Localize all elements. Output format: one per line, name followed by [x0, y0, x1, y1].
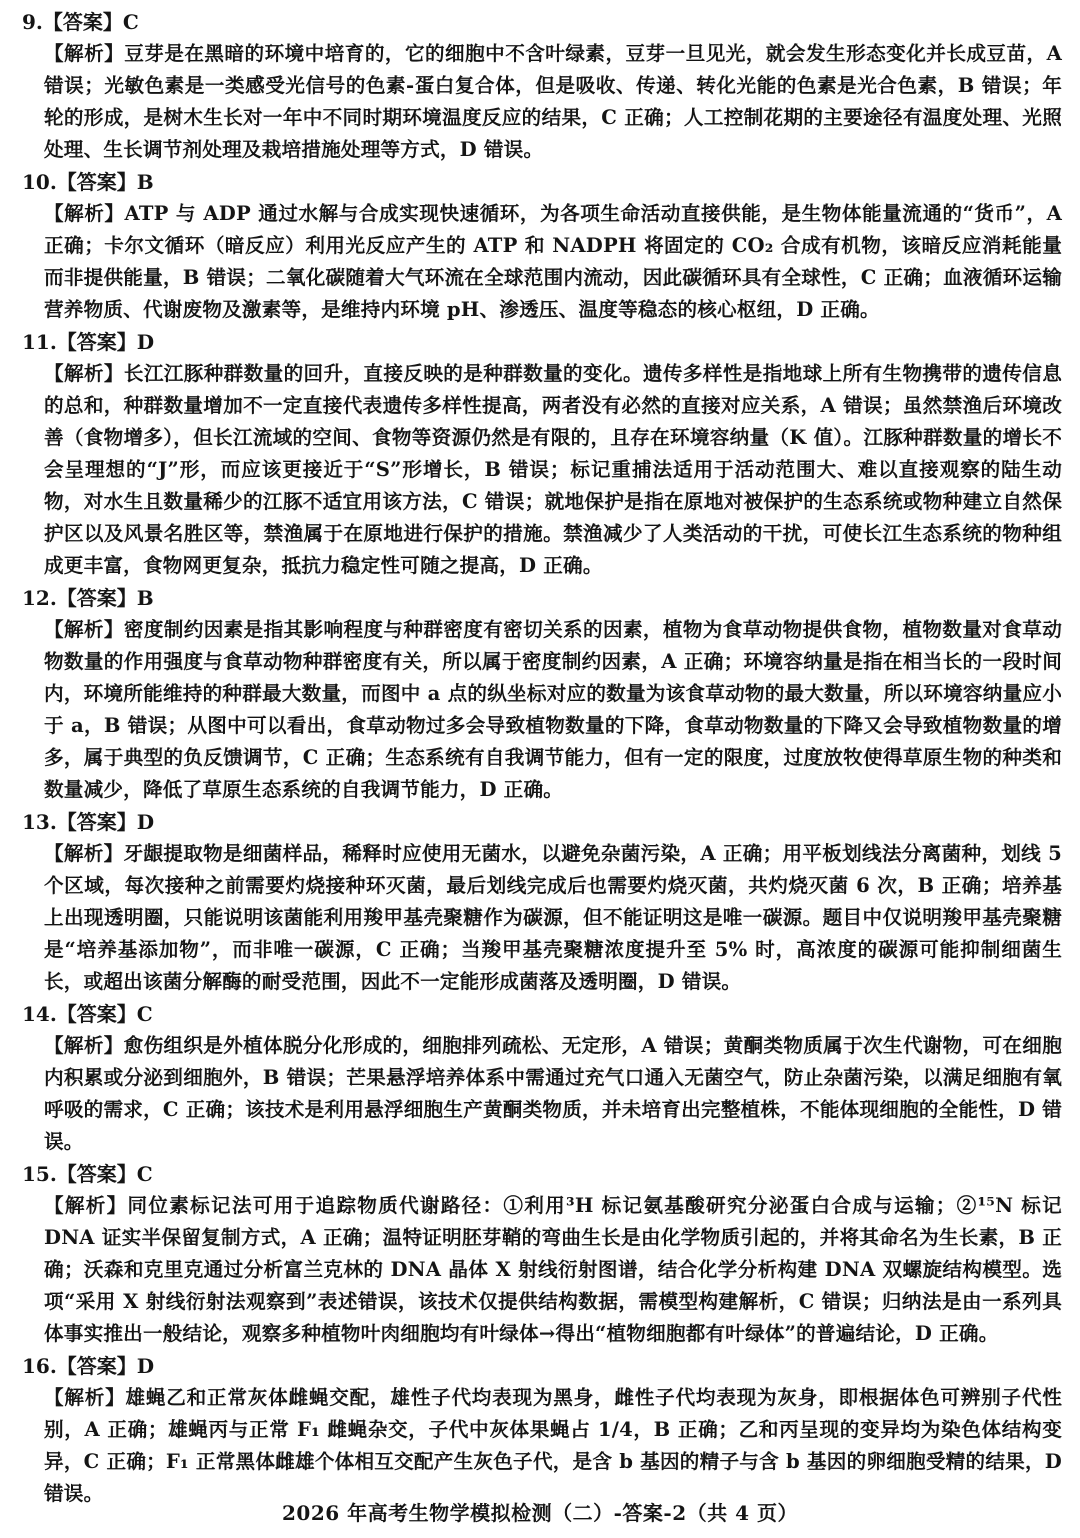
analysis-tag: 【解析】: [44, 1386, 126, 1409]
answer-value: C: [136, 1002, 153, 1026]
analysis-tag: 【解析】: [44, 618, 124, 641]
analysis-tag: 【解析】: [44, 42, 125, 65]
answer-line: [22, 806, 1062, 838]
analysis-text: ATP 与 ADP 通过水解与合成实现快速循环，为各项生命活动直接供能，是生物体能量流通的“货币”，A 正确；卡尔文循环（暗反应）利用光反应产生的 ATP 和 NADPH 将固定的 CO₂ 合成有机物，该暗反应消耗能量而非提供能量，B 错误；二氧化碳随着大气环流在全球范围内流动，因此碳循环具有全球性，C 正确；血液循环运输营养物质、代谢废物及激素等，是维持内环境 pH、渗透压、温度等稳态的核心枢纽，D 正确。: [44, 202, 1062, 321]
question-number: 9.: [22, 10, 43, 34]
analysis-text: 牙龈提取物是细菌样品，稀释时应使用无菌水，以避免杂菌污染，A 正确；用平板划线法分离菌种，划线 5 个区域，每次接种之前需要灼烧接种环灭菌，最后划线完成后也需要灼烧灭菌，共灼烧灭菌 6 次，B 正确；培养基上出现透明圈，只能说明该菌能利用羧甲基壳聚糖作为碳源，但不能证明这是唯一碳源。题目中仅说明羧甲基壳聚糖是“培养基添加物”，而非唯一碳源，C 正确；当羧甲基壳聚糖浓度提升至 5% 时，高浓度的碳源可能抑制细菌生长，或超出该菌分解酶的耐受范围，因此不一定能形成菌落及透明圈，D 错误。: [44, 842, 1062, 993]
question-12: [22, 582, 1062, 806]
answer-tag: 【答案】: [56, 330, 137, 354]
question-13: [22, 806, 1062, 998]
question-15: [22, 1158, 1062, 1350]
answer-tag: 【答案】: [56, 170, 137, 194]
analysis-paragraph: [44, 198, 1062, 326]
analysis-tag: 【解析】: [44, 362, 124, 385]
answer-tag: 【答案】: [42, 10, 123, 34]
answer-list: [22, 6, 1062, 1510]
answer-line: [22, 1158, 1062, 1190]
answer-tag: 【答案】: [56, 810, 137, 834]
answer-value: C: [122, 10, 139, 34]
answer-line: [22, 6, 1062, 38]
question-number: 13.: [22, 810, 57, 834]
analysis-tag: 【解析】: [44, 842, 124, 865]
analysis-text: 雄蝇乙和正常灰体雌蝇交配，雄性子代均表现为黑身，雌性子代均表现为灰身，即根据体色可辨别子代性别，A 正确；雄蝇丙与正常 F₁ 雌蝇杂交，子代中灰体果蝇占 1/4，B 正确；乙和丙呈现的变异均为染色体结构变异，C 正确；F₁ 正常黑体雌雄个体相互交配产生灰色子代，是含 b 基因的精子与含 b 基因的卵细胞受精的结果，D 错误。: [44, 1386, 1062, 1505]
answer-value: B: [136, 586, 154, 610]
answer-line: [22, 582, 1062, 614]
answer-line: [22, 998, 1062, 1030]
analysis-paragraph: [44, 358, 1062, 582]
analysis-text: 同位素标记法可用于追踪物质代谢路径：①利用³H 标记氨基酸研究分泌蛋白合成与运输；②¹⁵N 标记 DNA 证实半保留复制方式，A 正确；温特证明胚芽鞘的弯曲生长是由化学物质引起的，并将其命名为生长素，B 正确；沃森和克里克通过分析富兰克林的 DNA 晶体 X 射线衍射图谱，结合化学分析构建 DNA 双螺旋结构模型。选项“采用 X 射线衍射法观察到”表述错误，该技术仅提供结构数据，需模型构建解析，C 错误；归纳法是由一系列具体事实推出一般结论，观察多种植物叶肉细胞均有叶绿体→得出“植物细胞都有叶绿体”的普遍结论，D 正确。: [44, 1194, 1062, 1345]
question-14: [22, 998, 1062, 1158]
answer-tag: 【答案】: [56, 1002, 137, 1026]
analysis-paragraph: [44, 614, 1062, 806]
question-11: [22, 326, 1062, 582]
analysis-text: 豆芽是在黑暗的环境中培育的，它的细胞中不含叶绿素，豆芽一旦见光，就会发生形态变化并长成豆苗，A 错误；光敏色素是一类感受光信号的色素-蛋白复合体，但是吸收、传递、转化光能的色素是光合色素，B 错误；年轮的形成，是树木生长对一年中不同时期环境温度反应的结果，C 正确；人工控制花期的主要途径有温度处理、光照处理、生长调节剂处理及栽培措施处理等方式，D 错误。: [44, 42, 1062, 161]
question-number: 14.: [22, 1002, 57, 1026]
question-number: 15.: [22, 1162, 57, 1186]
answer-value: D: [136, 810, 155, 834]
analysis-paragraph: [44, 1190, 1062, 1350]
question-number: 16.: [22, 1354, 57, 1378]
analysis-tag: 【解析】: [44, 202, 125, 225]
analysis-tag: 【解析】: [44, 1034, 124, 1057]
analysis-text: 长江江豚种群数量的回升，直接反映的是种群数量的变化。遗传多样性是指地球上所有生物携带的遗传信息的总和，种群数量增加不一定直接代表遗传多样性提高，两者没有必然的直接对应关系，A 错误；虽然禁渔后环境改善（食物增多），但长江流域的空间、食物等资源仍然是有限的，且存在环境容纳量（K 值）。江豚种群数量的增长不会呈理想的“J”形，而应该更接近于“S”形增长，B 错误；标记重捕法适用于活动范围大、难以直接观察的陆生动物，对水生且数量稀少的江豚不适宜用该方法，C 错误；就地保护是指在原地对被保护的生态系统或物种建立自然保护区以及风景名胜区等，禁渔属于在原地进行保护的措施。禁渔减少了人类活动的干扰，可使长江生态系统的物种组成更丰富，食物网更复杂，抵抗力稳定性可随之提高，D 正确。: [44, 362, 1062, 577]
answer-value: B: [136, 170, 154, 194]
analysis-paragraph: [44, 838, 1062, 998]
question-number: 12.: [22, 586, 57, 610]
answer-tag: 【答案】: [56, 586, 137, 610]
analysis-text: 密度制约因素是指其影响程度与种群密度有密切关系的因素，植物为食草动物提供食物，植物数量对食草动物数量的作用强度与食草动物种群密度有关，所以属于密度制约因素，A 正确；环境容纳量是指在相当长的一段时间内，环境所能维持的种群最大数量，而图中 a 点的纵坐标对应的数量为该食草动物的最大数量，所以环境容纳量应小于 a，B 错误；从图中可以看出，食草动物过多会导致植物数量的下降，食草动物数量的下降又会导致植物数量的增多，属于典型的负反馈调节，C 正确；生态系统有自我调节能力，但有一定的限度，过度放牧使得草原生物的种类和数量减少，降低了草原生态系统的自我调节能力，D 正确。: [44, 618, 1062, 801]
question-10: [22, 166, 1062, 326]
analysis-paragraph: [44, 38, 1062, 166]
answer-line: [22, 166, 1062, 198]
page-footer: 2026 年高考生物学模拟检测（二）-答案-2（共 4 页）: [282, 1501, 798, 1525]
answer-tag: 【答案】: [56, 1162, 137, 1186]
answer-value: C: [136, 1162, 153, 1186]
analysis-text: 愈伤组织是外植体脱分化形成的，细胞排列疏松、无定形，A 错误；黄酮类物质属于次生代谢物，可在细胞内积累或分泌到细胞外，B 错误；芒果悬浮培养体系中需通过充气口通入无菌空气，防止杂菌污染，以满足细胞有氧呼吸的需求，C 正确；该技术是利用悬浮细胞生产黄酮类物质，并未培育出完整植株，不能体现细胞的全能性，D 错误。: [44, 1034, 1062, 1153]
answer-line: [22, 326, 1062, 358]
analysis-paragraph: [44, 1382, 1062, 1510]
analysis-paragraph: [44, 1030, 1062, 1158]
answer-value: D: [136, 330, 155, 354]
answer-value: D: [136, 1354, 155, 1378]
question-16: [22, 1350, 1062, 1510]
question-number: 11.: [22, 330, 57, 354]
question-number: 10.: [22, 170, 57, 194]
analysis-tag: 【解析】: [44, 1194, 128, 1217]
answer-line: [22, 1350, 1062, 1382]
answer-tag: 【答案】: [56, 1354, 137, 1378]
question-9: [22, 6, 1062, 166]
